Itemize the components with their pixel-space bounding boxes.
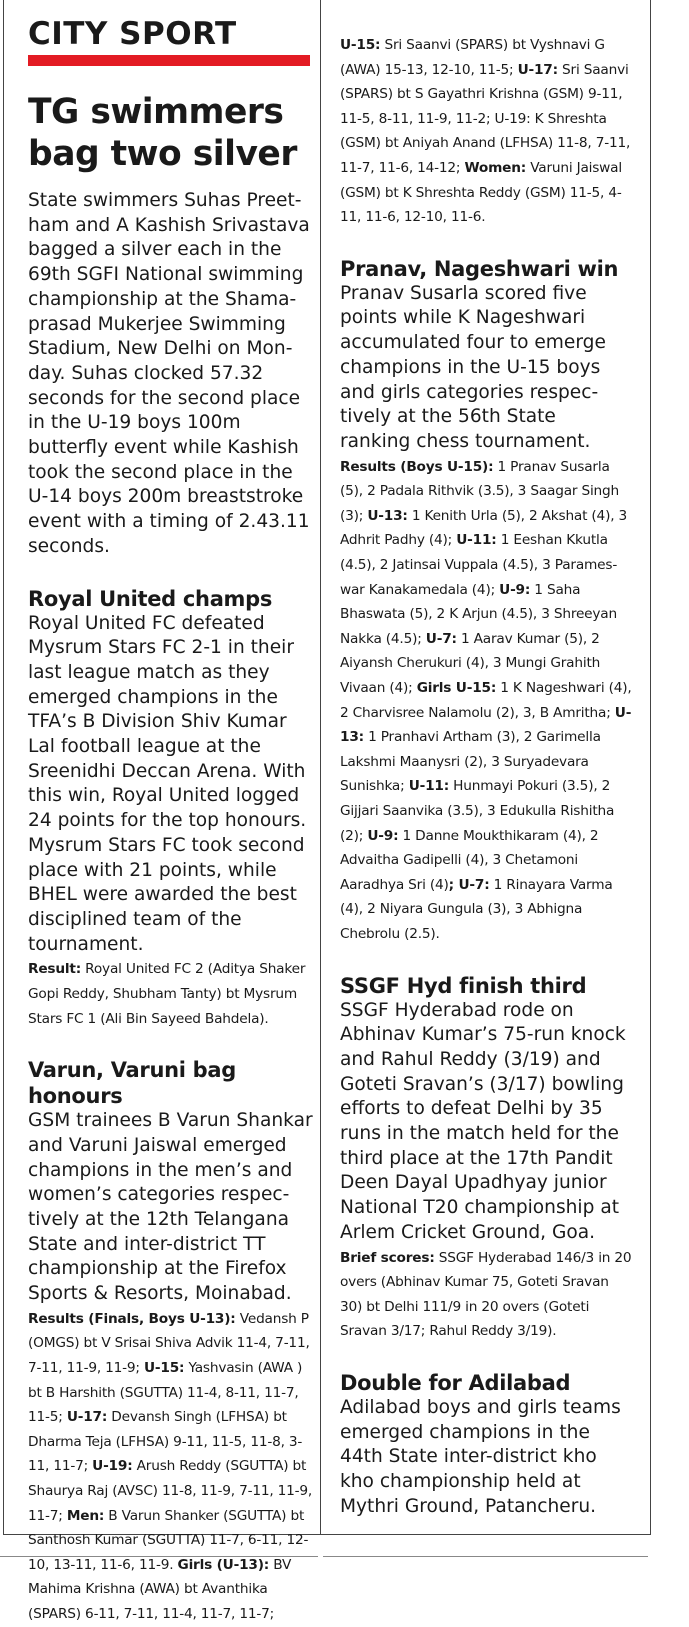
results-text: Arush Reddy (SGUTTA) bt Shaurya Raj (AVSC) 11-8, 11-9, 7-11, 11-9, 11-7; xyxy=(28,1458,313,1524)
main-headline xyxy=(28,91,316,175)
result-label: Result: xyxy=(28,961,82,978)
column-divider xyxy=(320,0,321,1534)
results-label: U-17: xyxy=(66,1409,108,1426)
swimmers-body: State swimmers Suhas Preetham and A Kashish Srivastava bagged a silver each in the 69th SGFI National swimming championship at the Shamaprasad Mukerjee Swimming Stadium, New Delhi on Monday. Suhas clocked 57.32 seconds for the second place in the U-19 boys 100m butterfly event while Kashish took the second place in the U-14 boys 200m breaststroke event with a timing of 2.43.11 seconds. xyxy=(28,190,310,557)
varun-varuni-results-continued xyxy=(340,33,632,230)
varun-varuni-results xyxy=(28,1307,316,1627)
results-label: U-15: xyxy=(143,1359,185,1376)
results-label: U-15: xyxy=(340,37,381,53)
bottom-rule-right xyxy=(323,1556,648,1557)
results-text: Sri Saanvi (SPARS) bt Vyshnavi G (AWA) 15-13, 12-10, 11-5; xyxy=(340,37,605,78)
results-label: U-11: xyxy=(456,532,497,549)
varun-varuni-article xyxy=(28,1057,316,1626)
headline-line-2: bag two silver xyxy=(28,134,297,174)
left-column xyxy=(28,0,316,1627)
section-label: CITY SPORT xyxy=(28,16,237,52)
royal-united-article xyxy=(28,586,316,1032)
results-label: U-7: xyxy=(425,630,457,647)
results-text: Hunmayi Pokuri (3.5), 2 Gijjari Saanvika (3.5), 3 Edukulla Rishitha (2); xyxy=(340,778,615,844)
results-label: U-13: xyxy=(340,704,632,746)
results-label: Girls (U-13): xyxy=(177,1556,270,1573)
results-label: U-9: xyxy=(367,827,399,844)
results-text: 1 Danne Moukthikaram (4), 2 Advaitha Gadipelli (4), 3 Chetamoni Aaradhya Sri (4) xyxy=(340,827,599,893)
headline-line-1: TG swimmers xyxy=(28,92,284,132)
ssgf-subhead: SSGF Hyd finish third xyxy=(340,973,587,998)
results-label: ; U-7: xyxy=(448,876,490,893)
varun-varuni-body: GSM trainees B Varun Shankar and Varuni Jaiswal emerged champions in the men’s and women’s categories respectively at the 12th Telangana State and inter-district TT championship at the Firefox Sports & Resorts, Moinabad. xyxy=(28,1110,313,1305)
ssgf-scores xyxy=(340,1246,632,1344)
results-label: Results (Finals, Boys U-13): xyxy=(28,1310,236,1327)
chess-results xyxy=(340,455,632,947)
results-text-continued: BV Mahima Krishna (AWA) bt Avanthika (SPARS) 6-11, 7-11, 11-4, 11-7, 11-7; xyxy=(28,1556,292,1622)
results-label: Women: xyxy=(464,159,527,176)
results-label: Men: xyxy=(66,1507,105,1524)
results-text: B Varun Shanker (SGUTTA) bt Santhosh Kumar (SGUTTA) 11-7, 6-11, 12-10, 13-11, 11-6, 11-9. xyxy=(28,1507,309,1573)
results-text: 1 Pranhavi Artham (3), 2 Garimella Lakshmi Maanysri (2), 3 Suryadevara Sunishka; xyxy=(340,729,601,795)
results-label: Results (Boys U-15): xyxy=(340,458,494,475)
royal-united-body: Royal United FC defeated Mysrum Stars FC 2-1 in their last league match as they emerged champions in the TFA’s B Division Shiv Kumar Lal football league at the Sreenidhi Deccan Arena. With this win, Royal United logged 24 points for the top honours. Mysrum Stars FC took second place with 21 points, while BHEL were awarded the best disciplined team of the tournament. xyxy=(28,612,307,955)
chess-article xyxy=(340,256,632,947)
result-text: Royal United FC 2 (Aditya Shaker Gopi Reddy, Shubham Tanty) bt Mysrum Stars FC 1 (Ali Bin Sayeed Bahdela). xyxy=(28,961,306,1027)
results-label: U-11: xyxy=(408,778,450,795)
results-text: 1 K Nageshwari (4), 2 Charvisree Nalamolu (2), 3, B Amritha; xyxy=(340,680,632,721)
kho-kho-subhead: Double for Adilabad xyxy=(340,1370,571,1395)
kho-kho-article xyxy=(340,1370,632,1520)
results-text: Yashvasin (AWA ) bt B Harshith (SGUTTA) 11-4, 8-11, 11-7, 11-5; xyxy=(28,1359,303,1426)
ssgf-body: SSGF Hyderabad rode on Abhinav Kumar’s 75-run knock and Rahul Reddy (3/19) and Goteti Sravan’s (3/17) bowling efforts to defeat Delhi by 35 runs in the match held for the third place at the 17th Pandit Deen Dayal Upadhyay junior National T20 championship at Arlem Cricket Ground, Goa. xyxy=(340,999,626,1243)
chess-subhead: Pranav, Nageshwari win xyxy=(340,256,619,281)
royal-united-subhead: Royal United champs xyxy=(28,586,273,611)
varun-varuni-subhead: Varun, Varuni bag honours xyxy=(28,1058,236,1109)
results-label: U-13: xyxy=(367,507,408,524)
right-column xyxy=(340,0,632,1519)
results-label: Girls U-15: xyxy=(416,680,497,697)
results-text: 1 Eeshan Kkutla (4.5), 2 Jatinsai Vuppala (4.5), 3 Parameswar Kanakamedala (4); xyxy=(340,532,618,598)
results-text: Varuni Jaiswal (GSM) bt K Shreshta Reddy (GSM) 11-5, 4-11, 11-6, 12-10, 11-6. xyxy=(340,159,622,226)
results-text: Sri Saanvi (SPARS) bt S Gayathri Krishna (GSM) 9-11, 11-5, 8-11, 11-9, 11-2; U-19: K Shreshta (GSM) bt Aniyah Anand (LFHSA) 11-8, 7-11, 11-7, 11-6, 14-12; xyxy=(340,61,631,176)
results-label: Brief scores: xyxy=(340,1249,435,1266)
results-text: Vedansh P (OMGS) bt V Srisai Shiva Advik 11-4, 7-11, 7-11, 11-9, 11-9; xyxy=(28,1310,310,1376)
results-label: U-17: xyxy=(517,61,558,78)
results-text: 1 Kenith Urla (5), 2 Akshat (4), 3 Adhrit Padhy (4); xyxy=(340,507,628,549)
results-label: U-9: xyxy=(499,581,531,598)
results-text: Devansh Singh (LFHSA) bt Dharma Teja (LFHSA) 9-11, 11-5, 11-8, 3-11, 11-7; xyxy=(28,1409,303,1475)
results-text: SSGF Hyderabad 146/3 in 20 overs (Abhinav Kumar 75, Goteti Sravan 30) bt Delhi 111/9 in 20 overs (Goteti Sravan 3/17; Rahul Reddy 3/19). xyxy=(340,1249,632,1340)
chess-body: Pranav Susarla scored five points while K Nageshwari accumulated four to emerge champions in the U-15 boys and girls categories respectively at the 56th State ranking chess tournament. xyxy=(340,282,606,452)
results-text: 1 Rinayara Varma (4), 2 Niyara Gungula (3), 3 Abhigna Chebrolu (2.5). xyxy=(340,876,613,942)
royal-united-result xyxy=(28,957,316,1031)
results-text: 1 Pranav Susarla (5), 2 Padala Rithvik (3.5), 3 Saagar Singh (3); xyxy=(340,458,619,524)
section-accent-bar xyxy=(28,55,310,66)
ssgf-article xyxy=(340,973,632,1344)
results-label: U-19: xyxy=(92,1458,133,1475)
results-text: 1 Aarav Kumar (5), 2 Aiyansh Cherukuri (4), 3 Mungi Grahith Vivaan (4); xyxy=(340,630,601,697)
results-text: 1 Saha Bhaswata (5), 2 K Arjun (4.5), 3 Shreeyan Nakka (4.5); xyxy=(340,581,617,647)
kho-kho-body: Adilabad boys and girls teams emerged champions in the 44th State inter-district kho kho championship held at Mythri Ground, Patancheru. xyxy=(340,1396,621,1517)
